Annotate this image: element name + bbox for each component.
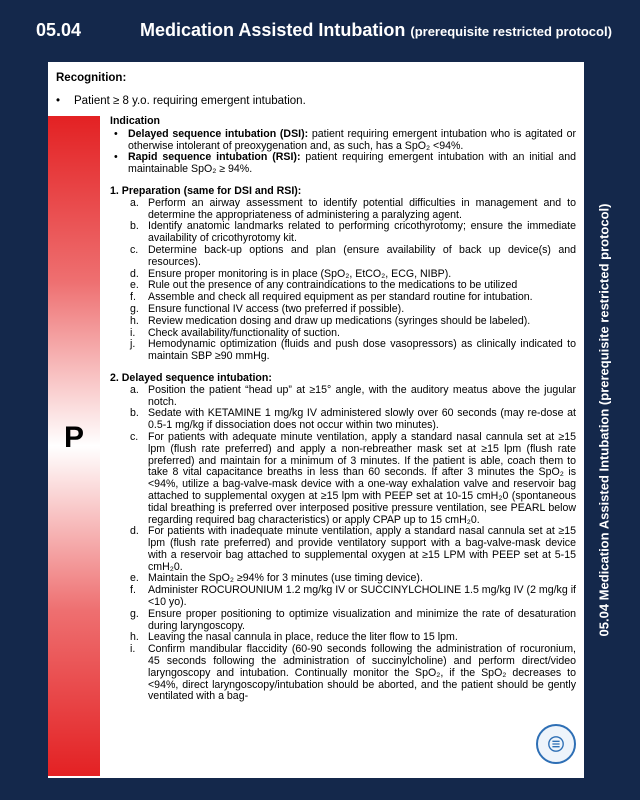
step-text: Determine back-up options and plan (ensure availability of back up device(s) and resources).	[148, 243, 576, 268]
step-item	[110, 609, 576, 633]
indication-item	[110, 152, 576, 176]
step-item	[110, 339, 576, 363]
table-of-contents-button[interactable]	[536, 724, 576, 764]
step-letter: i.	[130, 643, 136, 656]
step-text: Rule out the presence of any contraindications to the medications to be utilized	[148, 279, 518, 292]
header-bar	[18, 0, 614, 62]
indication-item-term: Delayed sequence intubation (DSI):	[128, 127, 309, 140]
indication-heading: Indication	[110, 115, 161, 127]
step-text: Perform an airway assessment to identify potential difficulties in management and to determine the appropriateness of administering a paralyzing agent.	[148, 196, 576, 221]
step-item	[110, 198, 576, 222]
step-text: Review medication dosing and draw up medications (syringes should be labeled).	[148, 314, 531, 327]
step-letter: b.	[130, 220, 139, 233]
step-letter: a.	[130, 383, 139, 396]
step-letter: d.	[130, 525, 139, 538]
preparation-heading: 1. Preparation (same for DSI and RSI):	[110, 184, 302, 197]
provider-level-bar	[48, 116, 100, 776]
step-text: Ensure proper positioning to optimize visualization and minimize the rate of desaturation during laryngoscopy.	[148, 607, 576, 632]
step-letter: g.	[130, 607, 139, 620]
step-letter: j.	[130, 338, 136, 351]
indication-list	[110, 129, 576, 176]
step-text: Ensure proper monitoring is in place (SpO₂, EtCO₂, ECG, NIBP).	[148, 267, 452, 280]
step-text: Assemble and check all required equipment as per standard routine for intubation.	[148, 291, 533, 304]
step-letter: f.	[130, 584, 136, 597]
step-letter: g.	[130, 302, 139, 315]
step-letter: a.	[130, 196, 139, 209]
step-letter: b.	[130, 407, 139, 420]
step-text: Maintain the SpO₂ ≥94% for 3 minutes (use timing device).	[148, 572, 423, 585]
step-item	[110, 221, 576, 245]
indication-item	[110, 129, 576, 153]
recognition-heading: Recognition:	[56, 72, 127, 84]
step-item	[110, 585, 576, 609]
step-letter: c.	[130, 430, 139, 443]
title-subtitle: (prerequisite restricted protocol)	[410, 24, 612, 39]
step-item	[110, 432, 576, 526]
dsi-heading: 2. Delayed sequence intubation:	[110, 371, 272, 384]
step-text: For patients with inadequate minute ventilation, apply a standard nasal cannula set at ≥15 lpm (flush rate preferred) and provide ventilatory support with a bag-valve-mask device with a reservoir bag attached to supplemental oxygen at ≥15 LPM with PEEP set at 5-15 cmH₂0.	[148, 525, 576, 573]
step-letter: d.	[130, 267, 139, 280]
dsi-list	[110, 385, 576, 704]
step-text: Administer ROCUROUNIUM 1.2 mg/kg IV or SUCCINYLCHOLINE 1.5 mg/kg IV (2 mg/kg if <10 yo).	[148, 584, 576, 609]
step-text: Confirm mandibular flaccidity (60-90 seconds following the administration of rocuronium, 45 seconds following the administration of succinylcholine) and perform direct/video laryngoscopy and intubation. Continually monitor the SpO₂, if the SpO₂ decreases to <94%, direct laryngoscopy/intubation should be aborted, and the patient should be gently ventilated with a bag-	[148, 643, 576, 703]
protocol-number: 05.04	[36, 20, 82, 40]
step-text: Sedate with KETAMINE 1 mg/kg IV administered slowly over 60 seconds (may re-dose at 0.5-1 mg/kg if dissociation does not occur within two minutes).	[148, 407, 576, 432]
step-text: Identify anatomic landmarks related to performing cricothyrotomy; ensure the immediate availability of cricothyrotomy kit.	[148, 220, 576, 245]
step-item	[110, 644, 576, 703]
step-text: Position the patient “head up” at ≥15° angle, with the auditory meatus above the jugular notch.	[148, 383, 576, 408]
protocol-title	[140, 20, 612, 41]
indication-item-text: patient requiring emergent intubation who is agitated or otherwise intolerant of preoxygenation and, as such, has a SpO₂ <94%.	[128, 127, 576, 152]
step-text: For patients with adequate minute ventilation, apply a standard nasal cannula set at ≥15 lpm (flush rate preferred) and apply a non-rebreather mask set at ≥15 lpm (flush rate preferred) and maintain for a minimum of 3 minutes. If the patient is able, coach them to take 8 vital capacitance breaths in less than 60 seconds. If after 3 minutes the SpO₂ is <94%, utilize a bag-valve-mask device with a one-way exhalation valve and reservoir bag attached to supplemental oxygen at ≥15 lpm with PEEP set at 10-15 cmH₂0 (spontaneous tidal breathing is preferred over interposed positive pressure ventilation, see PEARL below regarding required bag characteristics) or apply CPAP up to 15 cmH₂0.	[148, 430, 576, 526]
provider-level-letter: P	[63, 421, 85, 454]
title-text: Medication Assisted Intubation	[140, 20, 406, 40]
preparation-list	[110, 198, 576, 363]
indication-item-term: Rapid sequence intubation (RSI):	[128, 151, 301, 164]
step-item	[110, 526, 576, 573]
step-text: Ensure functional IV access (two preferred if possible).	[148, 302, 405, 315]
table-of-contents-icon	[547, 735, 565, 753]
step-letter: e.	[130, 572, 139, 585]
indication-item-text: patient requiring emergent intubation with an initial and maintainable SpO₂ ≥ 94%.	[128, 151, 577, 176]
document-page	[48, 62, 584, 778]
step-letter: h.	[130, 631, 139, 644]
step-item	[110, 385, 576, 409]
step-text: Leaving the nasal cannula in place, reduce the liter flow to 15 lpm.	[148, 631, 458, 644]
step-letter: f.	[130, 291, 136, 304]
protocol-content	[110, 116, 576, 703]
step-text: Hemodynamic optimization (fluids and push dose vasopressors) as clinically indicated to maintain SBP ≥90 mmHg.	[148, 338, 576, 363]
side-tab-label: 05.04 Medication Assisted Intubation (prerequisite restricted protocol)	[596, 203, 612, 637]
step-letter: e.	[130, 279, 139, 292]
step-item	[110, 408, 576, 432]
recognition-text: Patient ≥ 8 y.o. requiring emergent intubation.	[74, 95, 306, 107]
step-letter: c.	[130, 243, 139, 256]
step-text: Check availability/functionality of suction.	[148, 326, 340, 339]
step-letter: i.	[130, 326, 136, 339]
recognition-bullet: • Patient ≥ 8 y.o. requiring emergent intubation.	[56, 95, 306, 107]
step-item	[110, 245, 576, 269]
side-tab[interactable]	[584, 62, 624, 778]
step-letter: h.	[130, 314, 139, 327]
